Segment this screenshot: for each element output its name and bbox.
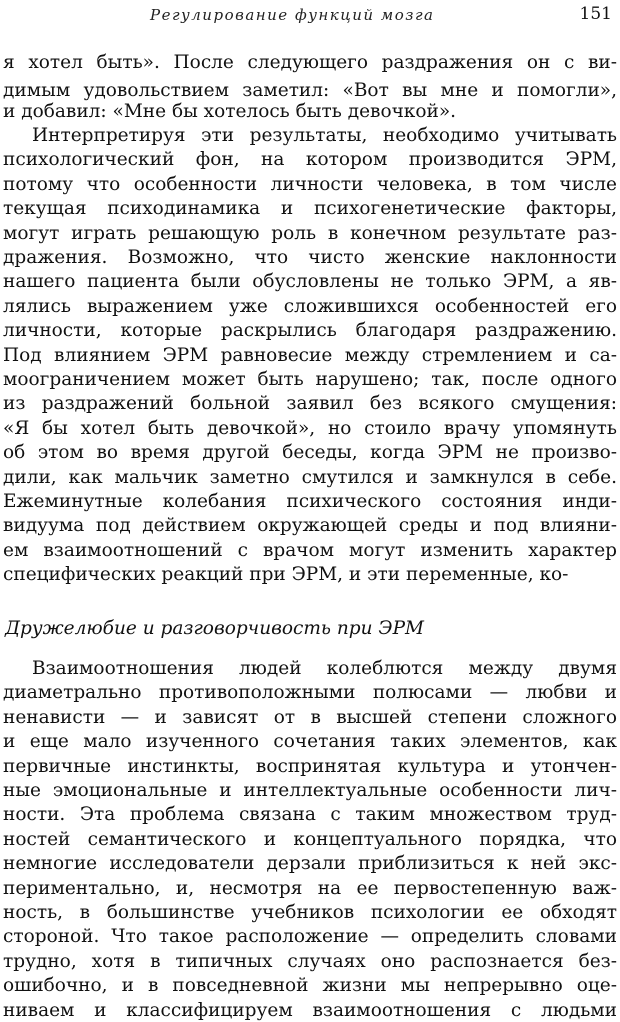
text-line: лялись выражением уже сложившихся особенностей его — [3, 295, 617, 317]
text-line: первичные инстинкты, воспринятая культура и утончен- — [3, 755, 617, 777]
text-line: ем взаимоотношений с врачом могут изменить характер — [3, 539, 617, 561]
text-line: Ежеминутные колебания психического состояния инди- — [3, 491, 617, 512]
text-line: из раздражений больной заявил без всякого смущения: — [3, 393, 617, 415]
text-line: дили, как мальчик заметно смутился и замкнулся в себе. — [3, 466, 617, 488]
text-line: «Я бы хотел быть девочкой», но стоило врачу упомянуть — [3, 417, 617, 439]
text-line: могут играть решающую роль в конечном результате раз- — [3, 222, 617, 244]
text-line: видуума под действием окружающей среды и под влияни- — [3, 515, 617, 537]
text-line: Взаимоотношения людей колеблются между двумя — [32, 658, 617, 679]
text-line: Интерпретируя эти результаты, необходимо учитывать — [32, 125, 617, 146]
text-line: потому что особенности личности человека, в том числе — [3, 173, 617, 195]
text-line: об этом во время другой беседы, когда ЭРМ не произво- — [3, 442, 617, 464]
text-line: ность, в большинстве учебников психологии ее обходят — [3, 902, 617, 923]
text-line: моограничением может быть нарушено; так, после одного — [3, 369, 617, 390]
page-number: 151 — [579, 4, 612, 24]
text-line: ностей семантического и концептуального порядка, что — [3, 828, 617, 850]
text-line: специфических реакций при ЭРМ, и эти переменные, ко- — [3, 564, 569, 586]
text-line: трудно, хотя в типичных случаях оно распознается без- — [3, 950, 617, 972]
text-line: ниваем и классифицируем взаимоотношения с людьми — [3, 999, 617, 1021]
text-line: ности. Эта проблема связана с таким множеством труд- — [3, 804, 617, 826]
text-line: и еще мало изученного сочетания таких элементов, как — [3, 731, 617, 753]
text-line: ненависти — и зависят от в высшей степени сложного — [3, 706, 617, 728]
text-line: я хотел быть». После следующего раздражения он с ви- — [3, 52, 617, 73]
text-line: ные эмоциональные и интеллектуальные особенности лич- — [3, 780, 617, 801]
text-line: нашего пациента были обусловлены не только ЭРМ, а яв- — [3, 271, 617, 293]
text-line: дражения. Возможно, что чисто женские наклонности — [3, 247, 617, 268]
text-line: текущая психодинамика и психогенетические факторы, — [3, 198, 617, 220]
text-line: личности, которые раскрылись благодаря раздражению. — [3, 320, 617, 342]
text-line: периментально, и, несмотря на ее первостепенную важ- — [3, 877, 617, 899]
text-line: стороной. Что такое расположение — определить словами — [3, 926, 617, 948]
text-line: немногие исследователи дерзали приблизиться к ней экс- — [3, 853, 617, 875]
text-line: и добавил: «Мне бы хотелось быть девочкой». — [3, 101, 457, 122]
running-title: Регулирование функций мозга — [150, 6, 435, 24]
text-line: ошибочно, и в повседневной жизни мы непрерывно оце- — [3, 975, 617, 997]
text-line: диаметрально противоположными полюсами — любви и — [3, 682, 617, 704]
text-line: Под влиянием ЭРМ равновесие между стремлением и са- — [3, 344, 617, 366]
text-line: психологический фон, на котором производится ЭРМ, — [3, 149, 617, 171]
section-heading: Дружелюбие и разговорчивость при ЭРМ — [5, 618, 424, 639]
running-head — [0, 0, 620, 40]
text-line: димым удовольствием заметил: «Вот вы мне и помогли», — [3, 80, 617, 101]
